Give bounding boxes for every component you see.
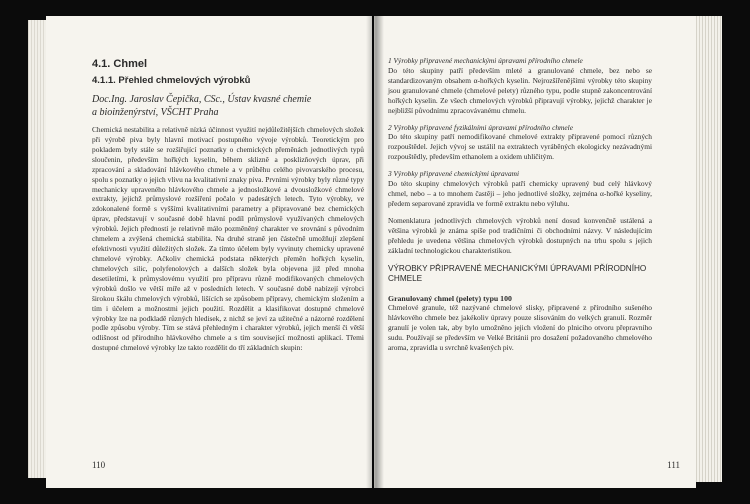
group-1-text: Do této skupiny patří především mleté a granulované chmele, bez nebo se standardizovaným obsahem α-hořkých kyselin. Nejrozšířenějšími výrobky této skupiny jsou granulované chmele (chmelové pelety) různého typu, podle stupně zakoncentrování hořkých kyselin. Ze všech chmelových výrobků připravují výrobky, jejichž charakter je nejbližší původnímu zpracovávanému chmelu.	[388, 65, 652, 115]
group-3	[388, 169, 652, 209]
group-2	[388, 123, 652, 163]
author-line-2: a bioinženýrství, VŠCHT Praha	[92, 106, 219, 118]
subsection-title: 4.1.1. Přehled chmelových výrobků	[92, 75, 251, 86]
body-paragraph: Chemická nestabilita a relativně nízká účinnost využití nejdůležitějších chmelových složek při výrobě piva byly hlavní motivací postupného vývoje výrobků. Teoretickým pro pokladem byly stále se rozšiřující poznatky o chemických přeměnách jednotlivých typů sloučenin, především hořkých kyselin, během sklizně a posklizňových úprav, při zpracování a skladování hlávkového chmele a v průběhu celého pivovarského procesu, spolu s poznatky o jejich vlivu na kvalitativní znaky piva. Prvními výrobky byly různé typy mechanicky upraveného hlávkového chmele a jednosložkové a dvousložkové chmelové extrakty, jejichž průmyslové rozšíření počalo v padesátých letech. Tyto výrobky, ve zdokonalené formě s vyššími kvalitativními parametry a připravované bez chemických úprav, představují v současné době hlavní podíl průmyslově využívaných chmelových výrobků. Jejich předností je relativně málo pozměněný charakter ve srovnání s původním chmelem a zvýšená chemická stabilita. Na druhé straně jen částečně umožňují zlepšení efektivnosti využití důležitých složek. Za tímto účelem byly vyvinuty chemicky upravené chmelové výrobky. Ačkoliv chemická podstata některých přeměn hořkých kyselin, chmelových silic, polyfenolových a dalších složek byla objevena již před mnoha desetiletími, k průmyslovému využití pro přípravu různě modifikovaných chmelových výrobků došlo ve větší míře až v posledních letech. V současné době nabízejí výrobci širokou škálu chmelových výrobků, lišících se způsobem přípravy, chemickým složením a tím i účelem a možnostmi jejich použití. Rozdělit a klasifikovat dostupné chmelové výrobky lze na podkladě různých hledisek, z nichž se jeví za užitečné a názorné rozdělení podle způsobu výroby. Tím se stává přehledným i charakter výrobků, jejich menší či větší odlišnost od přírodního hlávkového chmele a s tím související možnosti aplikací. Třemi dostupné chmelové výrobky lze takto rozdělit do tří základních skupin:	[92, 125, 364, 353]
open-book	[28, 10, 722, 494]
page-number-right: 111	[667, 460, 680, 470]
author-line-1: Doc.Ing. Jaroslav Čepička, CSc., Ústav kvasné chemie	[92, 94, 312, 105]
group-1-heading: 1 Výrobky připravené mechanickými úpravami přírodního chmele	[388, 56, 583, 65]
product-text: Chmelové granule, též nazývané chmelové slisky, připravené z přírodního sušeného hlávkového chmele bez jakékoliv úpravy pouze slisováním do velkých granulí. Rozměr granulí je volen tak, aby bylo umožněno jejich vložení do plnicího otvoru přepravního sudu. Používají se především ve Velké Británii pro dosažení požadovaného chmelového aroma, zpravidla u svrchně kvašených piv.	[388, 303, 652, 352]
group-1	[388, 56, 652, 116]
group-2-text: Do této skupiny patří nemodifikované chmelové extrakty připravené pomocí různých rozpouštědel. Jejich vývoj se ustálil na extraktech vyráběných ekologicky nezávadnými rozpouštědly, především ethanolem a oxidem uhličitým.	[388, 132, 652, 162]
right-page	[374, 16, 696, 488]
group-3-heading: 3 Výrobky připravené chemickými úpravami	[388, 169, 520, 179]
left-page	[46, 16, 372, 488]
group-2-heading: 2 Výrobky připravené fyzikálními úpravami přírodního chmele	[388, 122, 573, 132]
section-title: 4.1. Chmel	[92, 58, 148, 70]
caps-heading: VÝROBKY PŘIPRAVENÉ MECHANICKÝMI ÚPRAVAMI PŘÍRODNÍHO CHMELE	[388, 263, 647, 283]
page-stack-right	[696, 16, 722, 482]
book-gutter	[366, 16, 384, 488]
left-page-content	[92, 58, 364, 353]
product-title: Granulovaný chmel (pelety) typu 100	[388, 294, 512, 304]
page-number-left: 110	[92, 460, 106, 470]
nomenclature-paragraph: Nomenklatura jednotlivých chmelových výrobků není dosud konvenčně ustálená a většina výrobků je známa spíše pod tradičními či obchodními názvy. V následujícím přehledu je uvedena většina chmelových výrobků dostupných na trhu spolu s jejich základní technologickou charakteristikou.	[388, 215, 652, 255]
author-block	[92, 94, 364, 119]
group-3-text: Do této skupiny chmelových výrobků patří chemicky upravený bud celý hlávkový chmel, nebo – a to mnohem častěji – jeho jednotlivé složky, zejména α-hořké kyseliny, předem separované zpravidla ve formě extraktu nebo výluhu.	[388, 179, 652, 208]
right-page-content	[388, 56, 652, 353]
